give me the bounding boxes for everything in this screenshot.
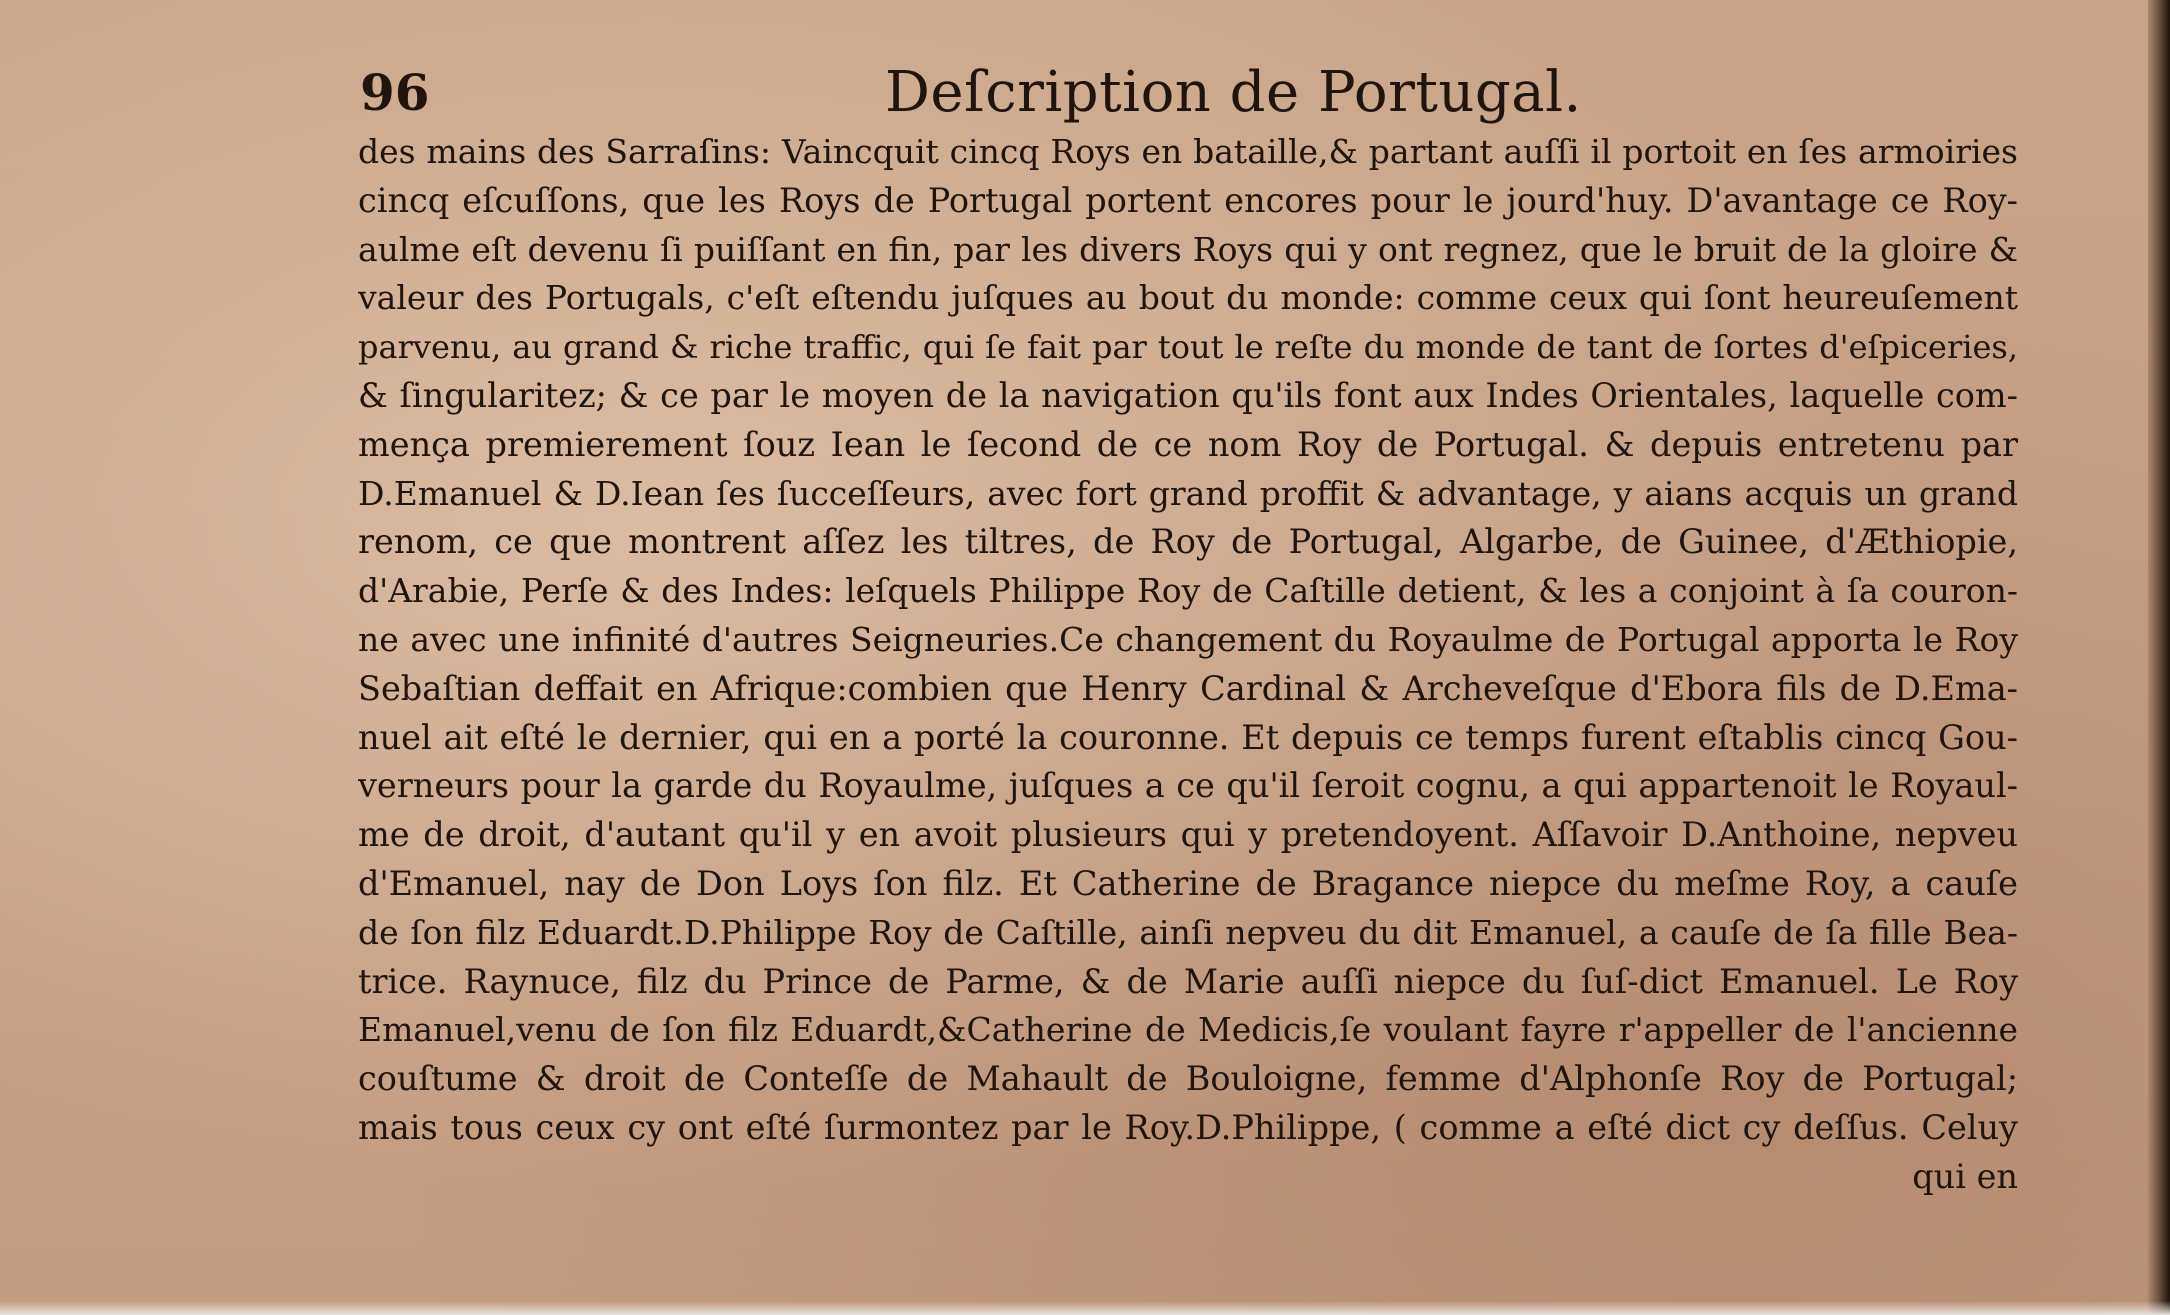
text-line: me de droit, d'autant qu'il y en avoit plusieurs qui y pretendoyent. Aſſavoir D.Anthoine, nepveu [358,815,2018,855]
text-line: couſtume & droit de Conteſſe de Mahault de Bouloigne, femme d'Alphonſe Roy de Portugal; [358,1059,2018,1099]
text-line: d'Arabie, Perſe & des Indes: leſquels Philippe Roy de Caſtille detient, & les a conjoint à ſa couron- [358,571,2018,611]
page-number: 96 [360,63,430,122]
body-text [358,128,2018,1202]
page-edge-shadow [2148,0,2170,1315]
running-title: Deſcription de Portugal. [885,60,1582,125]
text-line: & ſingularitez; & ce par le moyen de la navigation qu'ils font aux Indes Orientales, laquelle com- [358,375,2018,415]
text-line: trice. Raynuce, filz du Prince de Parme, & de Marie auſſi niepce du ſuſ-dict Emanuel. Le Roy [358,961,2018,1001]
text-line: renom, ce que montrent aſſez les tiltres, de Roy de Portugal, Algarbe, de Guinee, d'Æthiopie, [358,522,2018,562]
text-line: ne avec une infinité d'autres Seigneuries.Ce changement du Royaulme de Portugal apporta le Roy [358,619,2018,659]
text-line: parvenu, au grand & riche traffic, qui ſe fait par tout le reſte du monde de tant de ſortes d'eſpiceries, [358,328,2018,367]
catchword: qui en [1912,1156,2018,1196]
page-bottom-edge [0,1301,2170,1315]
text-line: mença premierement ſouz Iean le ſecond de ce nom Roy de Portugal. & depuis entretenu par [358,424,2018,464]
text-line: valeur des Portugals, c'eſt eſtendu juſques au bout du monde: comme ceux qui ſont heureuſement [358,278,2018,318]
text-line: Emanuel,venu de ſon filz Eduardt,&Catherine de Medicis,ſe voulant fayre r'appeller de l'ancienne [358,1010,2018,1050]
text-line: de ſon filz Eduardt.D.Philippe Roy de Caſtille, ainſi nepveu du dit Emanuel, a cauſe de ſa fille Bea- [358,912,2018,952]
text-line: des mains des Sarraſins: Vaincquit cincq Roys en bataille,& partant auſſi il portoit en ſes armoiries [358,132,2018,171]
page-header [360,58,2040,128]
text-line: D.Emanuel & D.Iean ſes ſucceſſeurs, avec fort grand proffit & advantage, y aians acquis un grand [358,473,2018,513]
text-line: verneurs pour la garde du Royaulme, juſques a ce qu'il ſeroit cognu, a qui appartenoit le Royaul- [358,766,2018,806]
text-line: Sebaſtian deffait en Afrique:combien que Henry Cardinal & Archeveſque d'Ebora fils de D.Ema- [358,668,2018,708]
text-line: cincq eſcuſſons, que les Roys de Portugal portent encores pour le jourd'huy. D'avantage ce Roy- [358,180,2018,220]
text-line: nuel ait eſté le dernier, qui en a porté la couronne. Et depuis ce temps furent eſtablis cincq Gou- [358,717,2018,757]
text-line: mais tous ceux cy ont eſté ſurmontez par le Roy.D.Philippe, ( comme a eſté dict cy deſſus. Celuy [358,1107,2018,1147]
text-line: d'Emanuel, nay de Don Loys ſon filz. Et Catherine de Bragance niepce du meſme Roy, a cauſe [358,863,2018,903]
text-line: aulme eſt devenu ſi puiſſant en fin, par les divers Roys qui y ont regnez, que le bruit de la gloire & [358,229,2018,269]
